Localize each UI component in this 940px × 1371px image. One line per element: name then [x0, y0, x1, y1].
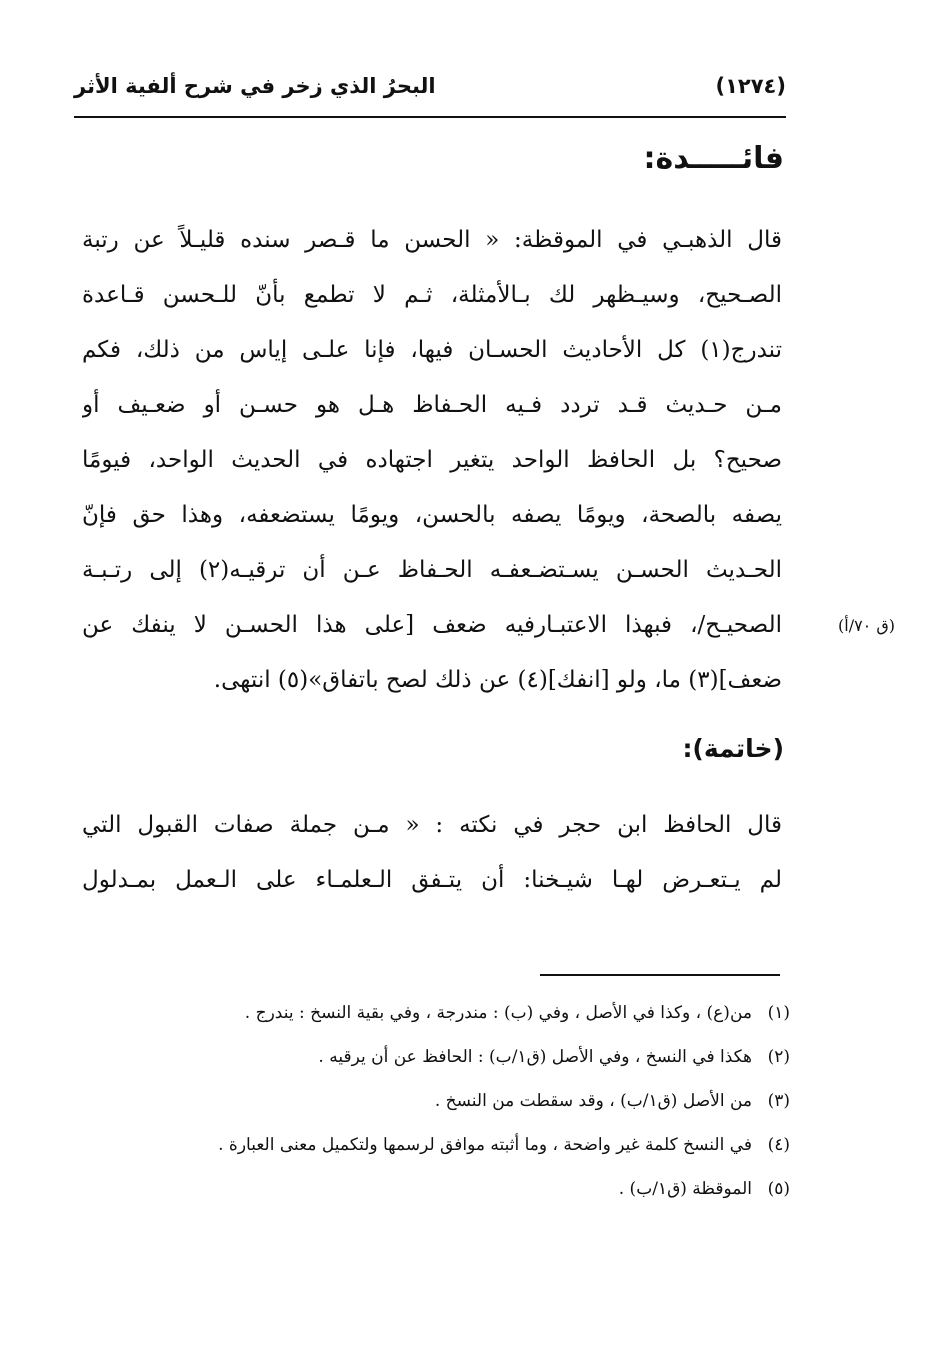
fayda-heading: فائـــــدة: — [643, 141, 784, 176]
paragraph1-line: صحيح؟ بل الحافظ الواحد يتغير اجتهاده في الحديث الواحد، فيومًا — [82, 447, 782, 473]
footnote-number: (١) — [767, 1003, 790, 1023]
paragraph1-line: يصفه بالصحة، ويومًا يصفه بالحسن، ويومًا يستضعفه، وهذا حق فإنّ — [82, 502, 782, 528]
footnote-number: (٥) — [767, 1179, 790, 1199]
paragraph1-line: تندرج(١) كل الأحاديث الحسـان فيها، فإنا علـى إياس من ذلك، فكم — [82, 337, 782, 363]
footnote-text: الموقظة (ق١/ب) . — [618, 1179, 752, 1199]
paragraph2-line: لم يـتعـرض لهـا شيـخنا: أن يتـفق الـعلمـاء على الـعمل بمـدلول — [82, 867, 782, 893]
paragraph1-line: الصحيـح/، فبهذا الاعتبـارفيه ضعف [على هذا الحسـن لا ينفك عن — [82, 612, 782, 638]
paragraph2-line: قال الحافظ ابن حجر في نكته : « مـن جملة صفات القبول التي — [82, 812, 782, 838]
footnote-number: (٢) — [767, 1047, 790, 1067]
footnote — [100, 1134, 790, 1156]
footnote-rule — [540, 974, 780, 976]
footnote — [100, 1002, 790, 1024]
paragraph1-line: قال الذهبـي في الموقظة: « الحسن ما قـصر سنده قليـلاً عن رتبة — [82, 227, 782, 253]
footnote — [100, 1046, 790, 1068]
manuscript-folio-note: (ق ٧٠/أ) — [838, 616, 896, 635]
footnote-text: من الأصل (ق١/ب) ، وقد سقطت من النسخ . — [434, 1091, 752, 1111]
footnote — [100, 1090, 790, 1112]
header-rule — [74, 116, 786, 118]
paragraph1-line: ضعف](٣) ما، ولو [انفك](٤) عن ذلك لصح باتفاق»(٥) انتهى. — [213, 667, 782, 693]
footnote-text: هكذا في النسخ ، وفي الأصل (ق١/ب) : الحافظ عن أن يرقيه . — [318, 1047, 752, 1067]
paragraph1-line: الصـحيح، وسيـظهر لك بـالأمثلة، ثـم لا تطمع بأنّ للـحسن قـاعدة — [82, 282, 782, 308]
page-number: (١٢٧٤) — [715, 74, 786, 98]
page-header — [74, 60, 786, 118]
footnote-text: من(ع) ، وكذا في الأصل ، وفي (ب) : مندرجة ، وفي بقية النسخ : يندرج . — [244, 1003, 752, 1023]
footnote-number: (٣) — [767, 1091, 790, 1111]
khatima-heading: (خاتمة): — [682, 734, 784, 763]
footnote — [100, 1178, 790, 1200]
paragraph1-line: الحـديث الحسـن يسـتضـعفـه الحـفاظ عـن أن ترقيـه(٢) إلى رتـبـة — [82, 557, 782, 583]
running-title: البحرُ الذي زخر في شرح ألفية الأثر — [74, 74, 436, 98]
footnote-number: (٤) — [767, 1135, 790, 1155]
paragraph1-line: مـن حـديث قـد تردد فـيه الحـفاظ هـل هو حسـن أو ضعـيف أو — [82, 392, 782, 418]
footnote-text: في النسخ كلمة غير واضحة ، وما أثبته موافق لرسمها ولتكميل معنى العبارة . — [218, 1135, 752, 1155]
